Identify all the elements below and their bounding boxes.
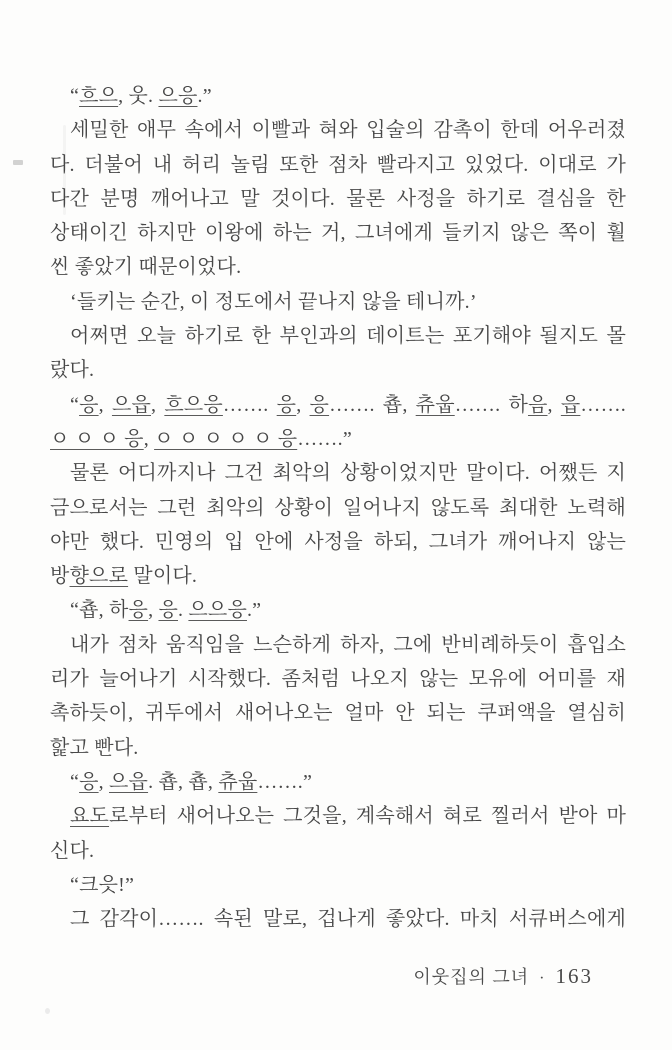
text-segment: 다. 더불어 내 허리 놀림 또한 점차 빨라지고 있었다. 이대로 가 [50, 153, 626, 176]
scan-artifact [45, 1008, 50, 1014]
text-segment: 어쩌면 오늘 하기로 한 부인과의 데이트는 포기해야 될지도 몰 [70, 325, 626, 348]
underlined-text: ㅇ ㅇ ㅇ 응 [50, 427, 144, 450]
underlined-text: 응 [128, 599, 149, 622]
text-segment: .” [197, 85, 212, 107]
text-segment: , [148, 599, 159, 622]
paragraph [50, 79, 626, 113]
underlined-text: 응 [309, 393, 330, 416]
text-line [50, 559, 626, 593]
text-segment: “춉, 하 [70, 599, 129, 622]
underlined-text: 향으로 [69, 565, 129, 588]
text-segment: , [98, 770, 110, 793]
underlined-text: 으읍 [109, 770, 149, 793]
underlined-text: 읍 [560, 393, 581, 416]
text-segment: .” [246, 599, 262, 622]
text-segment: , [143, 427, 155, 450]
text-segment: 핥고 빤다. [50, 736, 139, 759]
text-line [50, 799, 626, 833]
text-segment: . 춉, 춉, [148, 770, 219, 793]
underlined-text: 흐으응 [164, 393, 223, 416]
page-footer [413, 963, 593, 989]
page-number: 163 [555, 964, 593, 988]
underlined-text: 응 [79, 393, 99, 416]
text-segment: , [296, 393, 310, 416]
text-line [50, 902, 626, 936]
text-segment: , [98, 393, 112, 416]
text-block [50, 79, 626, 936]
running-title: 이웃집의 그녀 [413, 967, 530, 987]
text-segment: “ [70, 393, 80, 416]
text-line [50, 662, 626, 696]
underlined-text: 응 [158, 599, 178, 622]
text-segment: “크읏!” [70, 873, 135, 896]
text-segment: , 웃. [118, 85, 159, 107]
text-line [50, 388, 626, 422]
paragraph [50, 113, 626, 284]
text-segment: 다간 분명 깨어나고 말 것이다. 물론 사정을 하기로 결심을 한 [50, 187, 626, 210]
text-line [50, 456, 626, 490]
text-segment: …….” [297, 427, 352, 450]
text-segment: “ [70, 770, 80, 793]
text-segment: 랐다. [50, 359, 95, 382]
text-line [50, 628, 626, 662]
underlined-text: 흐으 [79, 85, 119, 107]
paragraph [50, 388, 626, 457]
text-line [50, 868, 626, 902]
underlined-text: 츄웁 [218, 770, 258, 793]
text-line [50, 696, 626, 730]
text-segment: ‘들키는 순간, 이 정도에서 끝나지 않을 테니까.’ [70, 290, 477, 313]
footer-separator-dot: · [539, 970, 546, 987]
text-segment: 세밀한 애무 속에서 이빨과 혀와 입술의 감촉이 한데 어우러졌 [70, 119, 626, 142]
text-segment: 야만 했다. 민영의 입 안에 사정을 하되, 그녀가 깨어나지 않는 [50, 530, 626, 553]
paragraph [50, 868, 626, 902]
text-segment: , [547, 393, 561, 416]
underlined-text: 응 [79, 770, 99, 793]
text-segment: …….” [257, 770, 313, 793]
text-segment: “ [70, 85, 80, 107]
underlined-text: ㅇ ㅇ ㅇ ㅇ ㅇ 응 [154, 427, 298, 450]
underlined-text: 으응 [158, 85, 198, 107]
underlined-text: 요도 [70, 805, 110, 828]
text-line [50, 182, 626, 216]
text-line [50, 422, 626, 456]
text-line [50, 731, 626, 765]
text-segment: 내가 점차 움직임을 느슨하게 하자, 그에 반비례하듯이 흡입소 [70, 633, 626, 656]
text-segment: 씬 좋았기 때문이었다. [50, 256, 242, 279]
text-line [50, 319, 626, 353]
text-segment: 촉하듯이, 귀두에서 새어나오는 얼마 안 되는 쿠퍼액을 열심히 [50, 702, 626, 725]
underlined-text: 음 [527, 393, 548, 416]
paragraph [50, 319, 626, 388]
text-segment: . [178, 599, 189, 622]
text-line [50, 113, 626, 147]
text-segment: , [151, 393, 165, 416]
paragraph [50, 285, 626, 319]
text-line [50, 834, 626, 868]
text-line [50, 250, 626, 284]
underlined-text: 으읍 [111, 393, 151, 416]
text-line [50, 216, 626, 250]
text-segment: 신다. [50, 839, 95, 862]
text-line [50, 148, 626, 182]
text-segment: 방 [50, 565, 70, 588]
text-segment: ……. [580, 393, 626, 416]
text-line [50, 765, 626, 799]
underlined-text: 응 [276, 393, 297, 416]
text-line [50, 491, 626, 525]
underlined-text: 으으응 [188, 599, 247, 622]
text-segment: 말이다. [128, 565, 198, 588]
paragraph [50, 456, 626, 593]
text-line [50, 353, 626, 387]
paragraph [50, 628, 626, 765]
text-segment: 리가 늘어나기 시작했다. 좀처럼 나오지 않는 모유에 어미를 재 [50, 668, 626, 691]
paragraph [50, 593, 626, 627]
text-segment: 상태이긴 하지만 이왕에 하는 거, 그녀에게 들키지 않은 쪽이 훨 [50, 222, 626, 245]
text-segment: ……. 춉, [329, 393, 416, 416]
paragraph [50, 902, 626, 936]
text-segment: 그 감각이……. 속된 말로, 겁나게 좋았다. 마치 서큐버스에게 [70, 908, 626, 931]
text-segment: ……. 하 [454, 393, 528, 416]
underlined-text: 츄웁 [415, 393, 455, 416]
text-segment: 물론 어디까지나 그건 최악의 상황이었지만 말이다. 어쨌든 지 [70, 462, 626, 485]
paragraph [50, 765, 626, 799]
text-line [50, 593, 626, 627]
text-line [50, 79, 626, 113]
text-line [50, 525, 626, 559]
scan-artifact [13, 160, 23, 165]
text-line [50, 285, 626, 319]
text-segment: 금으로서는 그런 최악의 상황이 일어나지 않도록 최대한 노력해 [50, 496, 626, 519]
text-segment: 로부터 새어나오는 그것을, 계속해서 혀로 찔러서 받아 마 [109, 805, 626, 828]
paragraph [50, 799, 626, 868]
text-segment: ……. [222, 393, 277, 416]
